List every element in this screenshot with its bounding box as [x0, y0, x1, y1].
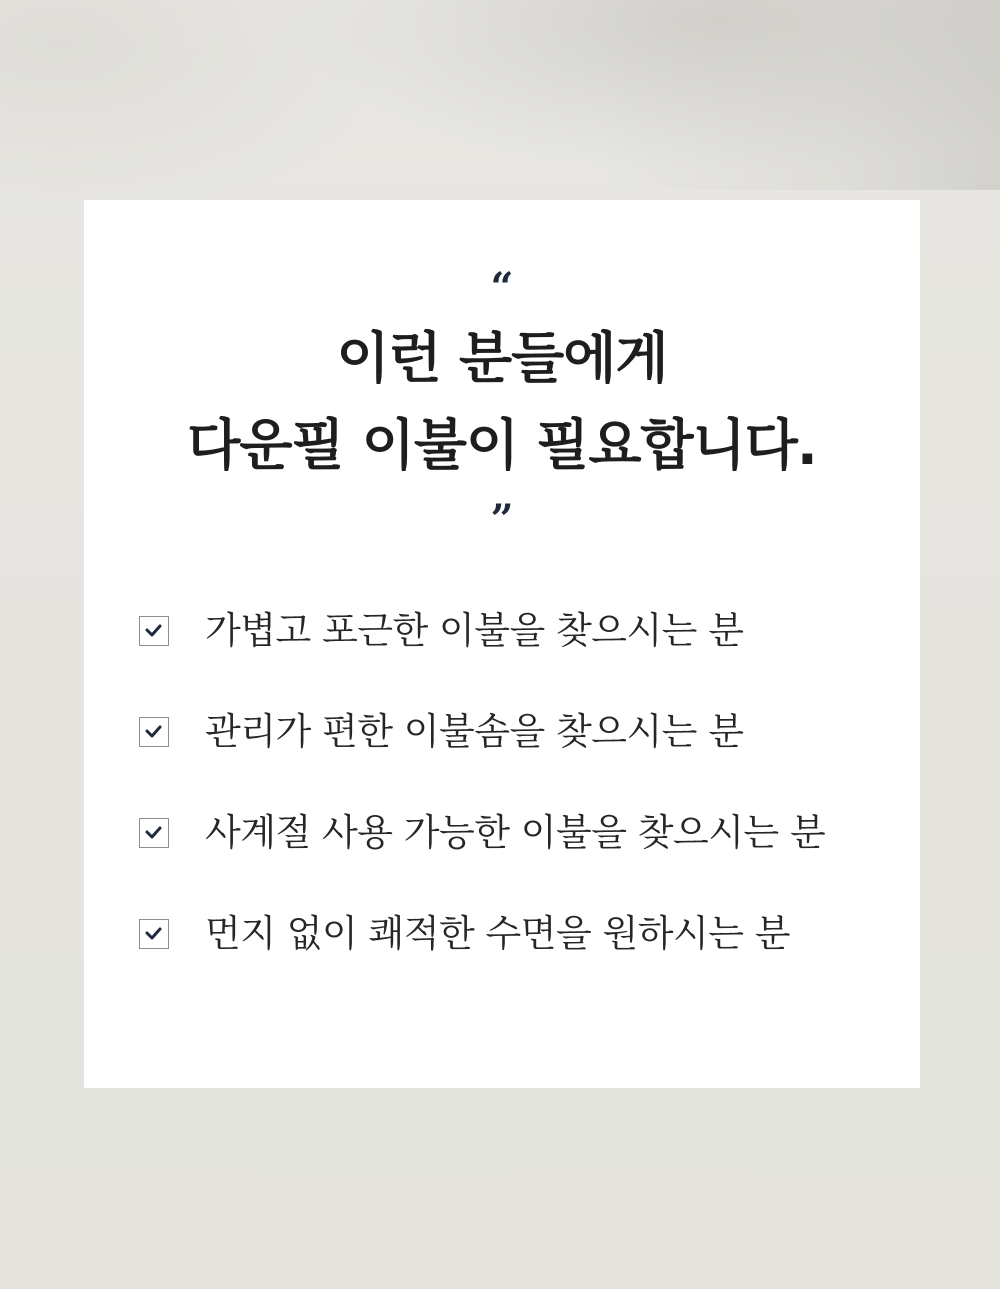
background-shadow [600, 0, 1000, 190]
checkmark-icon [144, 824, 164, 842]
checkmark-icon [144, 925, 164, 943]
checkmark-icon [144, 723, 164, 741]
content-card [84, 200, 920, 1088]
checklist-item [139, 903, 899, 1004]
checklist [139, 600, 899, 1004]
checkbox [139, 919, 169, 949]
checklist-item-text: 먼지 없이 쾌적한 수면을 원하시는 분 [205, 912, 790, 955]
close-quote-mark: ” [490, 496, 514, 543]
checklist-item [139, 600, 899, 701]
checkmark-icon [144, 622, 164, 640]
checkbox [139, 616, 169, 646]
checklist-item [139, 701, 899, 802]
open-quote-mark: “ [490, 264, 514, 311]
checklist-item-text: 가볍고 포근한 이불을 찾으시는 분 [205, 609, 744, 652]
checkbox [139, 717, 169, 747]
headline-line-1: 이런 분들에게 [336, 326, 668, 390]
checklist-item [139, 802, 899, 903]
checkbox [139, 818, 169, 848]
checklist-item-text: 관리가 편한 이불솜을 찾으시는 분 [205, 710, 744, 753]
headline-line-2: 다운필 이불이 필요합니다. [187, 413, 817, 477]
checklist-item-text: 사계절 사용 가능한 이불을 찾으시는 분 [205, 811, 826, 854]
